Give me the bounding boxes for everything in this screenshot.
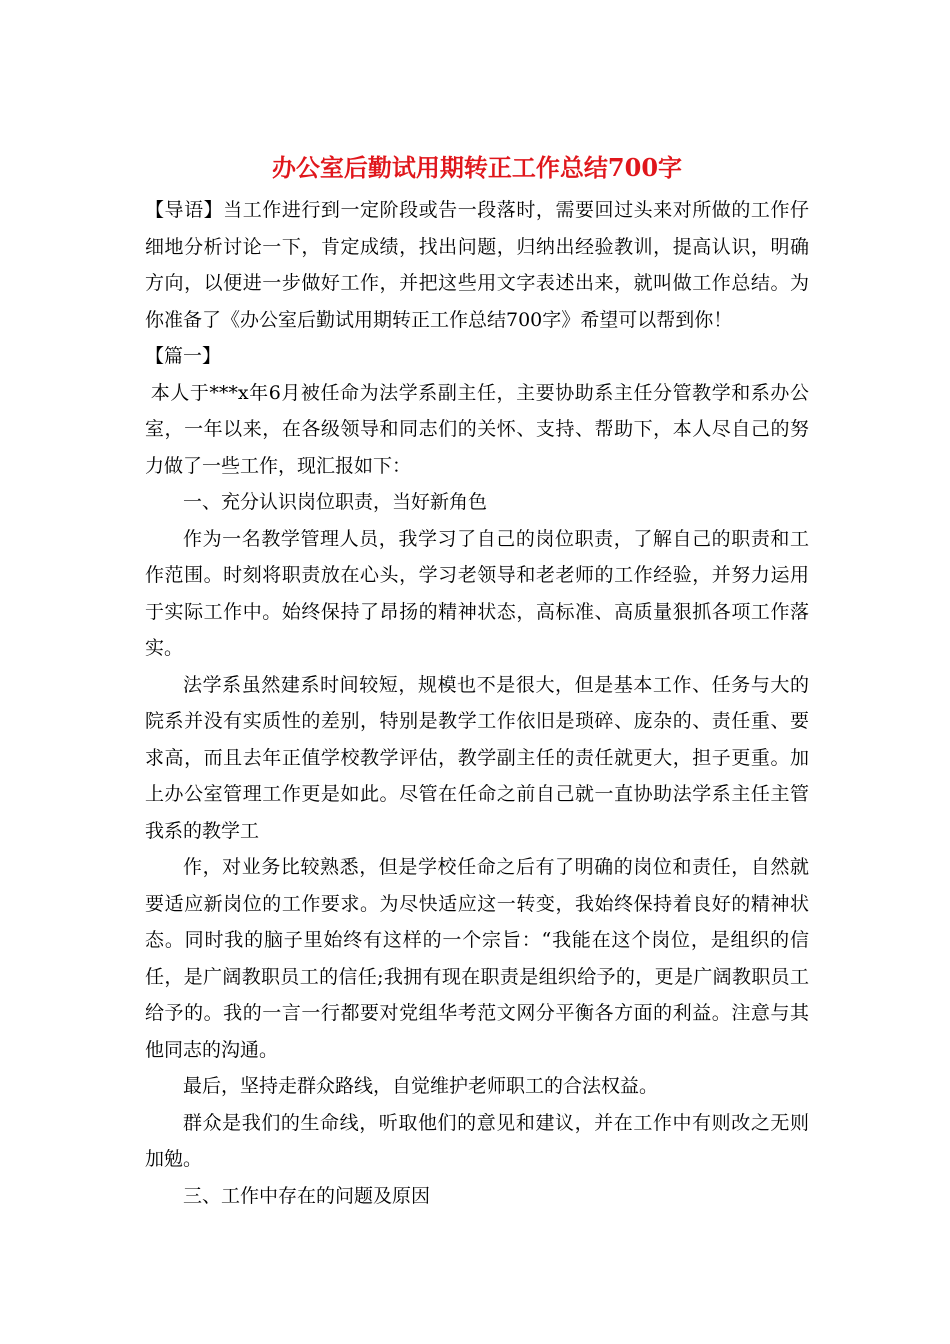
section-heading: 三、工作中存在的问题及原因 <box>183 1184 431 1207</box>
document-body <box>145 148 809 1214</box>
body-paragraph: 本人于***x年6月被任命为法学系副主任，主要协助系主任分管教学和系办公室，一年以来，在各级领导和同志们的关怀、支持、帮助下，本人尽自己的努力做了一些工作，现汇报如下： <box>145 381 809 477</box>
intro-paragraph: 【导语】当工作进行到一定阶段或告一段落时，需要回过头来对所做的工作仔细地分析讨论一下，肯定成绩，找出问题，归纳出经验教训，提高认识，明确方向，以便进一步做好工作，并把这些用文字表述出来，就叫做工作总结。为你准备了《办公室后勤试用期转正工作总结700字》希望可以帮到你！ <box>145 199 809 331</box>
body-paragraph: 法学系虽然建系时间较短，规模也不是很大，但是基本工作、任务与大的院系并没有实质性的差别，特别是教学工作依旧是琐碎、庞杂的、责任重、要求高，而且去年正值学校教学评估，教学副主任的责任就更大，担子更重。加上办公室管理工作更是如此。尽管在任命之前自己就一直协助法学系主任主管我系的教学工 <box>145 673 809 842</box>
body-paragraph: 最后，坚持走群众路线，自觉维护老师职工的合法权益。 <box>183 1075 659 1097</box>
document-title: 办公室后勤试用期转正工作总结700字 <box>271 153 683 182</box>
section-label: 【篇一】 <box>145 345 222 367</box>
body-paragraph: 群众是我们的生命线，听取他们的意见和建议，并在工作中有则改之无则加勉。 <box>145 1111 809 1170</box>
section-heading: 一、充分认识岗位职责，当好新角色 <box>183 491 488 513</box>
body-paragraph: 作为一名教学管理人员，我学习了自己的岗位职责，了解自己的职责和工作范围。时刻将职责放在心头，学习老领导和老老师的工作经验，并努力运用于实际工作中。始终保持了昂扬的精神状态，高标准、高质量狠抓各项工作落实。 <box>145 527 809 659</box>
body-paragraph: 作，对业务比较熟悉，但是学校任命之后有了明确的岗位和责任，自然就要适应新岗位的工作要求。为尽快适应这一转变，我始终保持着良好的精神状态。同时我的脑子里始终有这样的一个宗旨：“我能在这个岗位，是组织的信任，是广阔教职员工的信任;我拥有现在职责是组织给予的，更是广阔教职员工给予的。我的一言一行都要对党组华考范文网分平衡各方面的利益。注意与其他同志的沟通。 <box>145 856 809 1061</box>
